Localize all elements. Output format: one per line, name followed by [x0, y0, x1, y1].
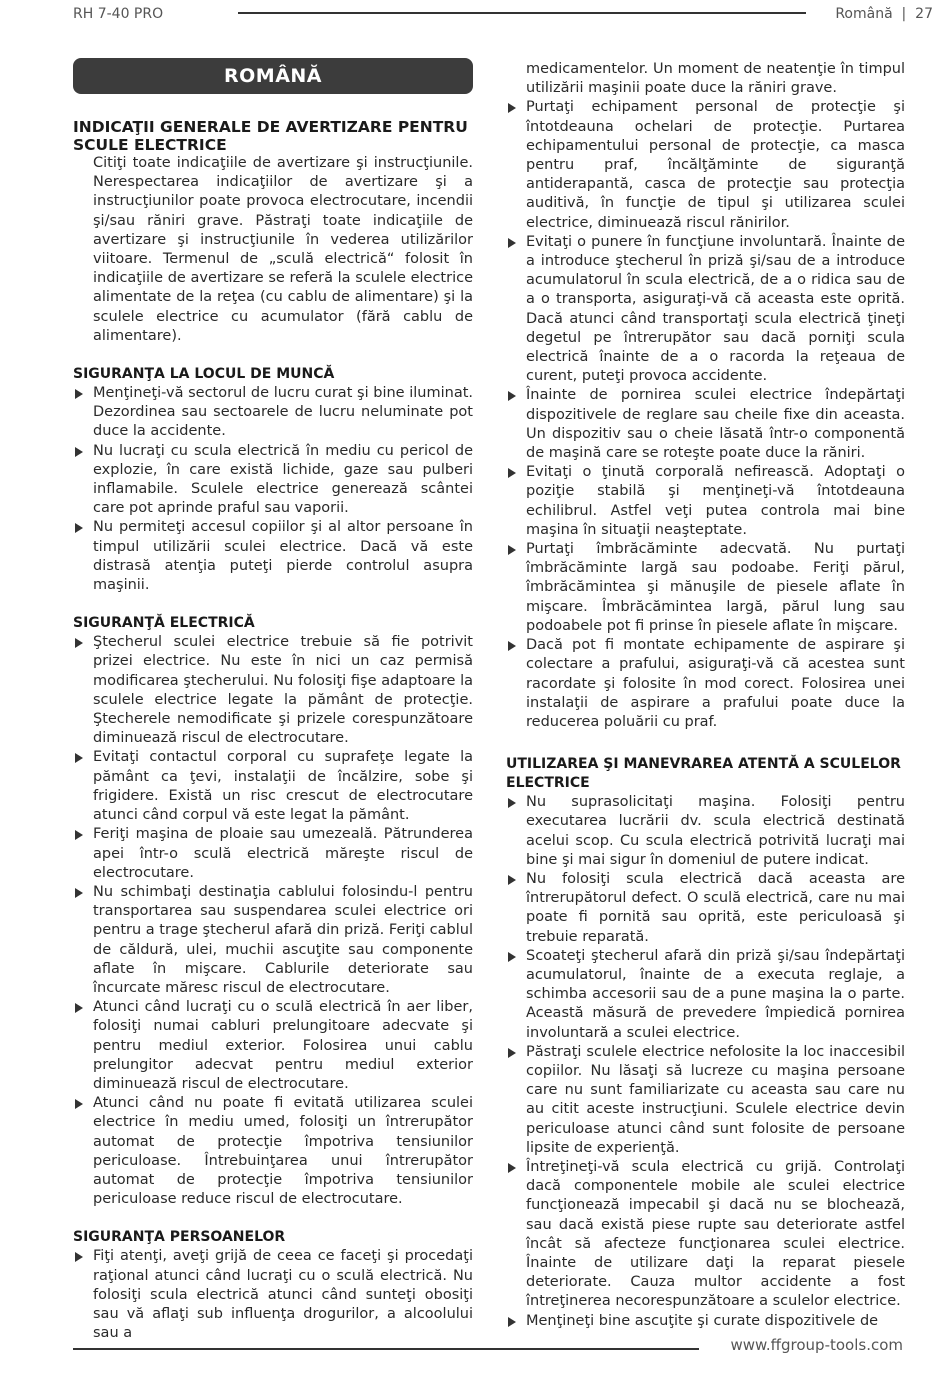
list-item: Evitaţi o punere în funcţiune involuntară. Înainte de a introduce ştecherul în priză şi/sau de a introduce acumulatorul în scula electrică, de a o ridica sau de a o transporta, asiguraţi-vă că aceasta este oprită. Dacă atunci când transportaţi scula electrică ţineţi degetul pe întrerupător sau dacă porniţi scula electrică înainte de a o racorda la reţeaua de curent, puteţi provoca accidente.: [506, 233, 905, 387]
list-item: Menţineţi bine ascuţite şi curate dispozitivele de: [506, 1312, 905, 1331]
bullet-triangle-icon: [508, 1163, 516, 1173]
list-item: Atunci când nu poate fi evitată utilizarea sculei electrice în mediu umed, folosiţi un întrerupător automat de protecţie împotriva tensiunilor periculoase. Întrebuinţarea unui întrerupător automat de protecţie împotriva tensiunilor periculoase reduce riscul de electrocutare.: [73, 1094, 473, 1209]
bullet-triangle-icon: [508, 545, 516, 555]
list-item: Atunci când lucraţi cu o sculă electrică în aer liber, folosiţi numai cabluri prelungitoare adecvate şi pentru mediul exterior. Folosirea unui cablu prelungitor adecvat pentru mediul exterior diminuează riscul de electrocutare.: [73, 998, 473, 1094]
bullet-triangle-icon: [75, 447, 83, 457]
bullet-triangle-icon: [508, 468, 516, 478]
bullet-triangle-icon: [508, 875, 516, 885]
list-item: Feriţi maşina de ploaie sau umezeală. Pătrunderea apei într-o sculă electrică măreşte riscul de electrocutare.: [73, 825, 473, 883]
bullet-triangle-icon: [508, 1048, 516, 1058]
footer-website-link[interactable]: www.ffgroup-tools.com: [730, 1336, 903, 1354]
left-column: [73, 58, 473, 1343]
bullet-triangle-icon: [75, 389, 83, 399]
bullet-triangle-icon: [508, 1317, 516, 1327]
bullet-triangle-icon: [508, 103, 516, 113]
tool-use-title: UTILIZAREA ŞI MANEVRAREA ATENTĂ A SCULELOR ELECTRICE: [506, 756, 901, 792]
tool-use-section: [506, 755, 905, 1331]
footer-rule: [73, 1348, 699, 1350]
work-area-title: SIGURANŢA LA LOCUL DE MUNCĂ: [73, 366, 335, 383]
list-item: Nu permiteţi accesul copiilor şi al altor persoane în timpul utilizării sculei electrice. Dacă vă este distrasă atenţia puteţi pierde controlul asupra maşinii.: [73, 518, 473, 595]
bullet-triangle-icon: [508, 641, 516, 651]
language-banner: ROMÂNĂ: [73, 58, 473, 94]
list-item: Nu schimbaţi destinaţia cablului folosindu-l pentru transportarea sau suspendarea sculei electrice ori pentru a trage ştecherul afară din priză. Feriţi cablul de căldură, ulei, muchii ascuţite sau componente aflate în mişcare. Cablurile deteriorate sau încurcate măresc riscul de electrocutare.: [73, 883, 473, 998]
list-item: Nu lucraţi cu scula electrică în mediu cu pericol de explozie, în care există lichide, gaze sau pulberi inflamabile. Sculele electrice generează scântei care pot aprinde praful sau vaporii.: [73, 442, 473, 519]
personal-safety-title: SIGURANŢA PERSOANELOR: [73, 1229, 286, 1246]
list-item: Ştecherul sculei electrice trebuie să fie potrivit prizei electrice. Nu este în nici un caz permisă modificarea ştecherului. Nu folosiţi fişe adaptoare la sculele electrice legate la pământ de protecţie. Ştecherele nemodificate şi prizele corespunzătoare diminuează riscul de electrocutare.: [73, 633, 473, 748]
general-warnings-title: INDICAŢII GENERALE DE AVERTIZARE PENTRU SCULE ELECTRICE: [73, 118, 468, 154]
personal-safety-list-continued: [506, 98, 905, 732]
electrical-safety-list: [73, 633, 473, 1209]
list-item: Scoateţi ştecherul afară din priză şi/sau îndepărtaţi acumulatorul, înainte de a executa reglaje, a schimba accesorii sau de a pune maşina la o parte. Această măsură de prevedere împiedică pornirea involuntară a sculei electrice.: [506, 947, 905, 1043]
list-item: Nu folosiţi scula electrică dacă aceasta are întrerupătorul defect. O sculă electrică, care nu mai poate fi pornită sau oprită, este periculoasă şi trebuie reparată.: [506, 870, 905, 947]
bullet-triangle-icon: [75, 888, 83, 898]
tool-use-list: [506, 793, 905, 1331]
list-item: Întreţineţi-vă scula electrică cu grijă. Controlaţi dacă componentele mobile ale sculei electrice funcţionează impecabil şi dacă nu se blochează, sau dacă există piese rupte sau deteriorate astfel încât să afecteze funcţionarea sculei electrice. Înainte de utilizare daţi la reparat piesele deteriorate. Cauza multor accidente a fost întreţinerea necorespunzătoare a sculelor electrice.: [506, 1158, 905, 1312]
bullet-triangle-icon: [75, 1252, 83, 1262]
list-item: Purtaţi îmbrăcăminte adecvată. Nu purtaţi îmbrăcăminte largă sau podoabe. Feriţi părul, îmbrăcămintea şi mănuşile de piesele aflate în mişcare. Îmbrăcămintea largă, părul lung sau podoabele pot fi prinse în piesele aflate în mişcare.: [506, 540, 905, 636]
electrical-safety-section: [73, 614, 473, 1209]
work-area-list: [73, 384, 473, 595]
bullet-triangle-icon: [75, 1099, 83, 1109]
bullet-triangle-icon: [75, 1003, 83, 1013]
personal-safety-continued-text: medicamentelor. Un moment de neatenţie în timpul utilizării maşinii poate duce la răniri grave.: [526, 61, 905, 97]
bullet-triangle-icon: [75, 830, 83, 840]
work-area-section: [73, 365, 473, 595]
bullet-triangle-icon: [75, 638, 83, 648]
list-item: Evitaţi contactul corporal cu suprafeţe legate la pământ ca ţevi, instalaţii de încălzire, sobe şi frigidere. Există un risc crescut de electrocutare atunci când corpul vă este legat la pământ.: [73, 748, 473, 825]
bullet-triangle-icon: [508, 798, 516, 808]
list-item: Nu suprasolicitaţi maşina. Folosiţi pentru executarea lucrării dv. scula electrică destinată acelui scop. Cu scula electrică potrivită lucraţi mai bine şi mai sigur în domeniul de putere indicat.: [506, 793, 905, 870]
bullet-triangle-icon: [508, 952, 516, 962]
list-item: Menţineţi-vă sectorul de lucru curat şi bine iluminat. Dezordinea sau sectoarele de lucru neluminate pot duce la accidente.: [73, 384, 473, 442]
general-warnings-text: Citiţi toate indicaţiile de avertizare şi instrucţiunile. Nerespectarea indicaţiilor de avertizare şi a instrucţiunilor poate provoca electrocutare, incendii şi/sau răniri grave. Păstraţi toate indicaţiile de avertizare şi instrucţiunile în vederea utilizărilor viitoare. Termenul de „sculă electrică“ folosit în indicaţiile de avertizare se referă la sculele electrice alimentate de la reţea (cu cablu de alimentare) şi la sculele electrice cu acumulator (fără cablu de alimentare).: [93, 155, 473, 344]
personal-safety-list: [73, 1247, 473, 1343]
list-item: Dacă pot fi montate echipamente de aspirare şi colectare a prafului, asiguraţi-vă că acestea sunt racordate şi folosite în mod corect. Folosirea unei instalaţii de aspirare a prafului poate duce la reducerea poluării cu praf.: [506, 636, 905, 732]
personal-safety-section: [73, 1228, 473, 1343]
right-column: [506, 60, 905, 1331]
bullet-triangle-icon: [508, 391, 516, 401]
header-language-page: Română | 27: [835, 6, 933, 22]
header-rule: [238, 12, 806, 14]
list-item: Purtaţi echipament personal de protecţie şi întotdeauna ochelari de protecţie. Purtarea echipamentului personal de protecţie, ca masca pentru praf, încălţăminte de siguranţă antiderapantă, casca de protecţie sau protecţia auditivă, în funcţie de tipul şi utilizarea sculei electrice, diminuează riscul rănirilor.: [506, 98, 905, 232]
bullet-triangle-icon: [508, 238, 516, 248]
list-item: Păstraţi sculele electrice nefolosite la loc inaccesibil copiilor. Nu lăsaţi să lucreze cu maşina persoane care nu sunt familiarizate cu aceasta sau care nu au citit aceste instrucţiuni. Sculele electrice devin periculoase atunci când sunt folosite de persoane lipsite de experienţă.: [506, 1043, 905, 1158]
list-item: Evitaţi o ţinută corporală nefirească. Adoptaţi o poziţie stabilă şi menţineţi-vă întotdeauna echilibrul. Astfel veţi putea controla mai bine maşina în situaţii neaşteptate.: [506, 463, 905, 540]
header-model: RH 7-40 PRO: [73, 6, 164, 22]
electrical-safety-title: SIGURANŢĂ ELECTRICĂ: [73, 615, 255, 632]
bullet-triangle-icon: [75, 523, 83, 533]
bullet-triangle-icon: [75, 753, 83, 763]
list-item: Înainte de pornirea sculei electrice îndepărtaţi dispozitivele de reglare sau cheile fixe din aceasta. Un dispozitiv sau o cheie lăsată într-o componentă de maşină care se roteşte poate duce la răniri.: [506, 386, 905, 463]
list-item: Fiţi atenţi, aveţi grijă de ceea ce faceţi şi procedaţi raţional atunci când lucraţi cu o sculă electrică. Nu folosiţi scula electrică atunci când sunteţi obosiţi sau vă aflaţi sub influenţa drogurilor, a alcoolului sau a: [73, 1247, 473, 1343]
